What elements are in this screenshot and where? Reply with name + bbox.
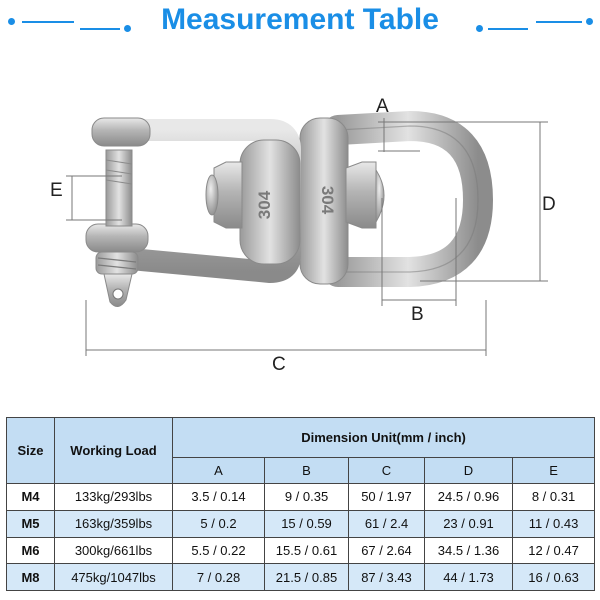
cell-d: 34.5 / 1.36 bbox=[425, 537, 513, 564]
table-row bbox=[7, 484, 595, 511]
hex-nut-left bbox=[206, 162, 242, 228]
col-header-c: C bbox=[349, 458, 425, 484]
col-header-b: B bbox=[265, 458, 349, 484]
table-header-row bbox=[7, 418, 595, 458]
cell-b: 21.5 / 0.85 bbox=[265, 564, 349, 591]
cell-size: M4 bbox=[7, 484, 55, 511]
col-header-d: D bbox=[425, 458, 513, 484]
cell-load: 163kg/359lbs bbox=[55, 510, 173, 537]
cell-e: 8 / 0.31 bbox=[513, 484, 595, 511]
swivel-diagram bbox=[0, 44, 600, 396]
page-title: Measurement Table bbox=[161, 3, 439, 36]
cell-d: 44 / 1.73 bbox=[425, 564, 513, 591]
col-header-a: A bbox=[173, 458, 265, 484]
cell-b: 15 / 0.59 bbox=[265, 510, 349, 537]
cell-c: 61 / 2.4 bbox=[349, 510, 425, 537]
hex-nut-right bbox=[346, 162, 384, 228]
cell-c: 87 / 3.43 bbox=[349, 564, 425, 591]
cell-a: 5.5 / 0.22 bbox=[173, 537, 265, 564]
cell-size: M8 bbox=[7, 564, 55, 591]
cell-load: 300kg/661lbs bbox=[55, 537, 173, 564]
table-row bbox=[7, 537, 595, 564]
cell-c: 50 / 1.97 bbox=[349, 484, 425, 511]
dim-label-e: E bbox=[50, 180, 63, 201]
col-header-e: E bbox=[513, 458, 595, 484]
cell-a: 5 / 0.2 bbox=[173, 510, 265, 537]
cell-b: 15.5 / 0.61 bbox=[265, 537, 349, 564]
table-row bbox=[7, 510, 595, 537]
dim-label-c: C bbox=[272, 354, 286, 375]
table-row bbox=[7, 564, 595, 591]
cell-b: 9 / 0.35 bbox=[265, 484, 349, 511]
cell-e: 12 / 0.47 bbox=[513, 537, 595, 564]
decor-line-right-2 bbox=[536, 21, 582, 23]
dim-label-a: A bbox=[376, 96, 389, 117]
col-header-working-load: Working Load bbox=[55, 418, 173, 484]
cell-size: M6 bbox=[7, 537, 55, 564]
cell-d: 24.5 / 0.96 bbox=[425, 484, 513, 511]
col-header-size: Size bbox=[7, 418, 55, 484]
cell-load: 475kg/1047lbs bbox=[55, 564, 173, 591]
title-bar bbox=[0, 0, 600, 44]
dim-label-d: D bbox=[542, 194, 556, 215]
stamp-304-right: 304 bbox=[318, 185, 337, 215]
measurement-table bbox=[6, 417, 595, 591]
decor-dot-right bbox=[476, 25, 483, 32]
decor-line-right-1 bbox=[488, 28, 528, 30]
cell-size: M5 bbox=[7, 510, 55, 537]
stamp-304-left: 304 bbox=[255, 190, 274, 220]
cell-e: 11 / 0.43 bbox=[513, 510, 595, 537]
decor-dot-right-2 bbox=[586, 18, 593, 25]
col-header-dimension-unit: Dimension Unit(mm / inch) bbox=[173, 418, 595, 458]
cell-d: 23 / 0.91 bbox=[425, 510, 513, 537]
dim-label-b: B bbox=[411, 304, 424, 325]
cell-a: 3.5 / 0.14 bbox=[173, 484, 265, 511]
cell-e: 16 / 0.63 bbox=[513, 564, 595, 591]
cell-c: 67 / 2.64 bbox=[349, 537, 425, 564]
cell-load: 133kg/293lbs bbox=[55, 484, 173, 511]
cell-a: 7 / 0.28 bbox=[173, 564, 265, 591]
